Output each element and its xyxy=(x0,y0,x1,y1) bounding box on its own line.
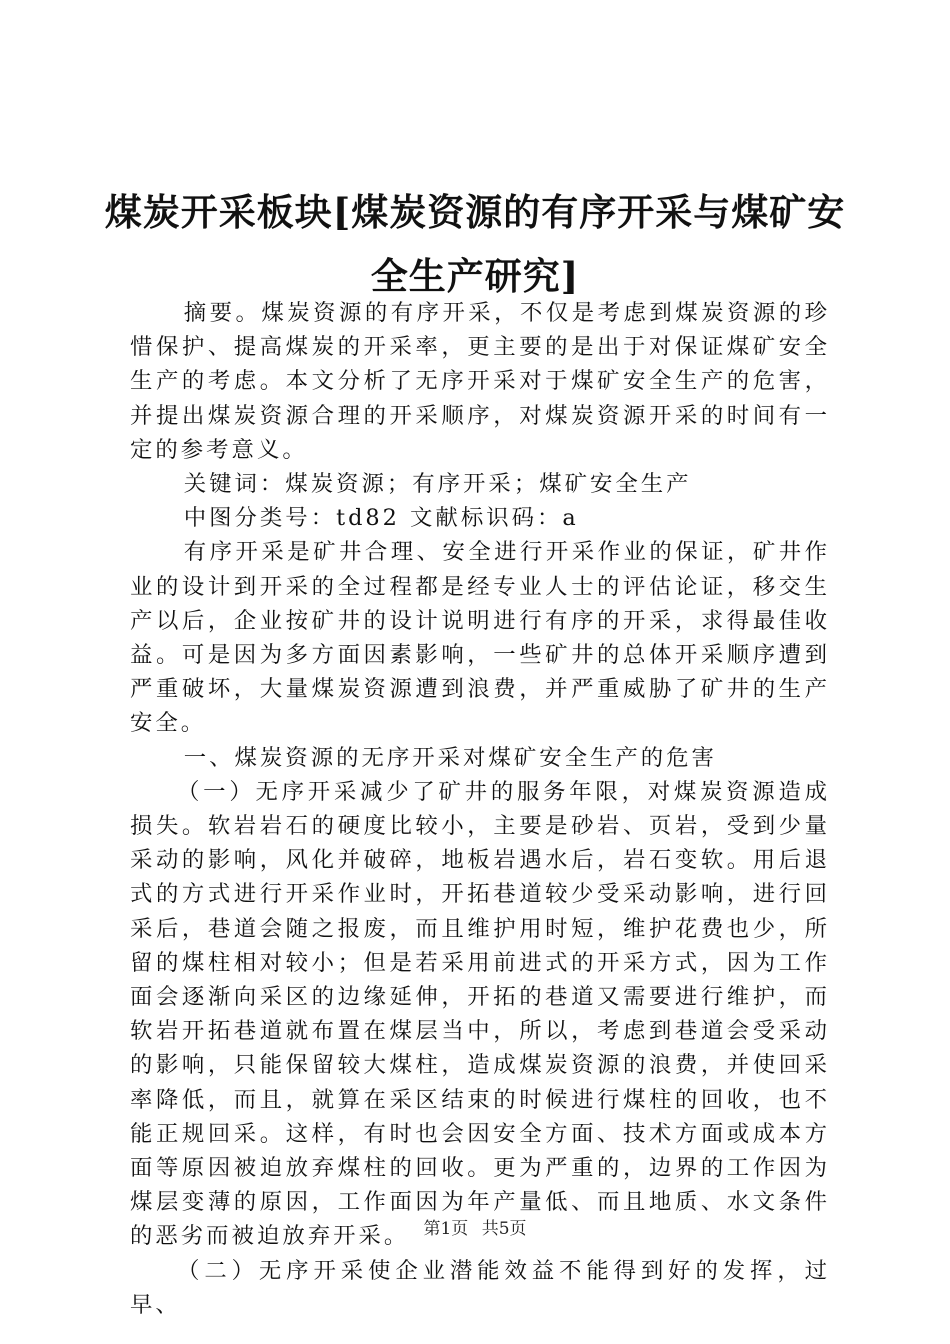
section-heading-1: 一、煤炭资源的无序开采对煤矿安全生产的危害 xyxy=(183,744,717,771)
abstract-paragraph: 摘要。煤炭资源的有序开采，不仅是考虑到煤炭资源的珍惜保护、提高煤炭的开采率，更主要的是出于对保证煤矿安全生产的考虑。本文分析了无序开采对于煤矿安全生产的危害，并提出煤炭资源合理的开采顺序，对煤炭资源开采的时间有一定的参考意义。 xyxy=(130,300,830,463)
document-title-line-2: 全生产研究] xyxy=(370,254,580,298)
intro-paragraph: 有序开采是矿井合理、安全进行开采作业的保证，矿井作业的设计到开采的全过程都是经专业人士的评估论证，移交生产以后，企业按矿井的设计说明进行有序的开采，求得最佳收益。可是因为多方面因素影响，一些矿井的总体开采顺序遭到严重破坏，大量煤炭资源遭到浪费，并严重威胁了矿井的生产安全。 xyxy=(130,539,830,737)
classification-line: 中图分类号：td82 文献标识码：a xyxy=(183,505,579,532)
document-title-line-1: 煤炭开采板块[煤炭资源的有序开采与煤矿安 xyxy=(104,190,846,234)
page-number-current: 第1页 xyxy=(423,1219,469,1239)
page-number-total: 共5页 xyxy=(481,1219,527,1239)
page-footer xyxy=(0,1214,950,1239)
subsection-2-paragraph: （二）无序开采使企业潜能效益不能得到好的发挥，过早、 xyxy=(130,1257,830,1318)
subsection-1-paragraph: （一）无序开采减少了矿井的服务年限，对煤炭资源造成损失。软岩岩石的硬度比较小，主要是砂岩、页岩，受到少量采动的影响，风化并破碎，地板岩遇水后，岩石变软。用后退式的方式进行开采作业时，开拓巷道较少受采动影响，进行回采后，巷道会随之报废，而且维护用时短，维护花费也少，所留的煤柱相对较小；但是若采用前进式的开采方式，因为工作面会逐渐向采区的边缘延伸，开拓的巷道又需要进行维护，而软岩开拓巷道就布置在煤层当中，所以，考虑到巷道会受采动的影响，只能保留较大煤柱，造成煤炭资源的浪费，并使回采率降低，而且，就算在采区结束的时候进行煤柱的回收，也不能正规回采。这样，有时也会因安全方面、技术方面或成本方面等原因被迫放弃煤柱的回收。更为严重的，边界的工作因为煤层变薄的原因，工作面因为年产量低、而且地质、水文条件的恶劣而被迫放弃开采。 xyxy=(130,778,830,1250)
document-body xyxy=(130,296,830,1322)
keywords-line: 关键词：煤炭资源；有序开采；煤矿安全生产 xyxy=(183,471,692,498)
